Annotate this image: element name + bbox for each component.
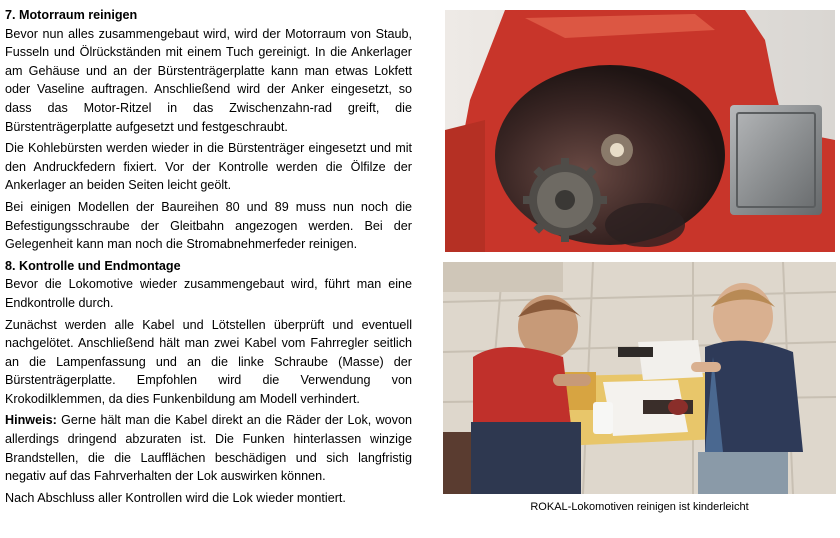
section-7-paragraph-2: Die Kohlebürsten werden wieder in die Bürstenträger eingesetzt und mit den Andruckfedern fixiert. Vor der Kontrolle werden die Ölfilze der Ankerlager an beiden Seiten leicht geölt. — [5, 141, 412, 193]
section-8-paragraph-1: Bevor die Lokomotive wieder zusammengebaut wird, führt man eine Endkontrolle durch. — [5, 277, 412, 310]
section-8-hint — [5, 411, 412, 485]
section-8-heading: 8. Kontrolle und Endmontage — [5, 258, 181, 273]
text-column — [5, 6, 412, 510]
kids-cleaning-photo — [443, 262, 836, 494]
section-8-paragraph-3: Nach Abschluss aller Kontrollen wird die Lok wieder montiert. — [5, 490, 346, 505]
hint-text: Gerne hält man die Kabel direkt an die Räder der Lok, wovon allerdings dringend abzuraten ist. Die Funken hinterlassen winzige Brandstellen, die die Laufflächen beschädigen und sich langfristig negativ auf das Fahrverhalten der Lok auswirken können. — [5, 413, 412, 484]
section-7-heading: 7. Motorraum reinigen — [5, 8, 138, 22]
section-7-paragraph-1: Bevor nun alles zusammengebaut wird, wird der Motorraum von Staub, Fusseln und Ölrückständen mit einem Tuch gereinigt. In die Ankerlager am Gehäuse und an der Bürstenträgerplatte kann man etwas Lokfett oder Vaseline auftragen. Anschließend wird der Anker eingesetzt, so dass das Motor-Ritzel in das Zwischenzahn-rad greift, die Bürstenträgerplatte aufgesetzt und festgeschraubt. — [5, 26, 412, 134]
photo-caption: ROKAL-Lokomotiven reinigen ist kinderleicht — [530, 501, 749, 513]
hint-label: Hinweis: — [5, 413, 57, 428]
section-8-paragraph-2: Zunächst werden alle Kabel und Lötstellen überprüft und eventuell nachgelötet. Anschließend hält man zwei Kabel vom Fahrregler seitlich an die Lampenfassung und an die linke Schraube (Masse) der Bürstenträgerplatte. Empfohlen wird die Verwendung von Krokodilklemmen, da dies Funkenbildung am Modell verhindert. — [5, 317, 412, 406]
section-7-paragraph-3: Bei einigen Modellen der Baureihen 80 und 89 muss nun noch die Befestigungsschraube der Gleitbahn angezogen werden. Bei der Gelegenheit kann man noch die Stromabnehmerfeder reinigen. — [5, 199, 412, 252]
motor-housing-photo — [445, 10, 835, 252]
